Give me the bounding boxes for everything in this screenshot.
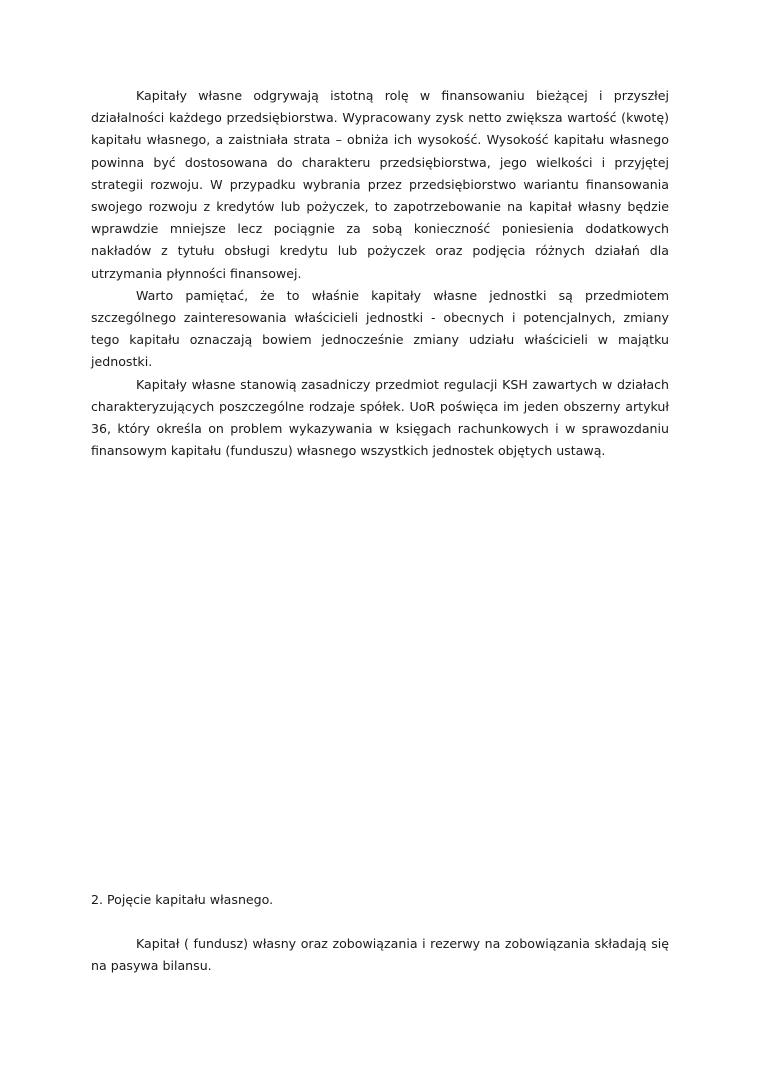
- document-body: [91, 85, 669, 462]
- paragraph-1: Kapitały własne odgrywają istotną rolę w finansowaniu bieżącej i przyszłej działalności każdego przedsiębiorstwa. Wypracowany zysk netto zwiększa wartość (kwotę) kapitału własnego, a zaistniała strata – obniża ich wysokość. Wysokość kapitału własnego powinna być dostosowana do charakteru przedsiębiorstwa, jego wielkości i przyjętej strategii rozwoju. W przypadku wybrania przez przedsiębiorstwo wariantu finansowania swojego rozwoju z kredytów lub pożyczek, to zapotrzebowanie na kapitał własny będzie wprawdzie mniejsze lecz pociągnie za sobą konieczność poniesienia dodatkowych nakładów z tytułu obsługi kredytu lub pożyczek oraz podjęcia różnych działań dla utrzymania płynności finansowej.: [91, 88, 669, 281]
- paragraph-3: Kapitały własne stanowią zasadniczy przedmiot regulacji KSH zawartych w działach charakteryzujących poszczególne rodzaje spółek. UoR poświęca im jeden obszerny artykuł 36, który określa on problem wykazywania w księgach rachunkowych i w sprawozdaniu finansowym kapitału (funduszu) własnego wszystkich jednostek objętych ustawą.: [91, 376, 669, 459]
- section-body: [91, 933, 669, 977]
- section-heading: 2. Pojęcie kapitału własnego.: [91, 892, 274, 907]
- section-paragraph: Kapitał ( fundusz) własny oraz zobowiązania i rezerwy na zobowiązania składają się na pasywa bilansu.: [91, 936, 669, 974]
- paragraph-2: Warto pamiętać, że to właśnie kapitały własne jednostki są przedmiotem szczególnego zainteresowania właścicieli jednostki - obecnych i potencjalnych, zmiany tego kapitału oznaczają bowiem jednocześnie zmiany udziału właścicieli w majątku jednostki.: [91, 287, 669, 370]
